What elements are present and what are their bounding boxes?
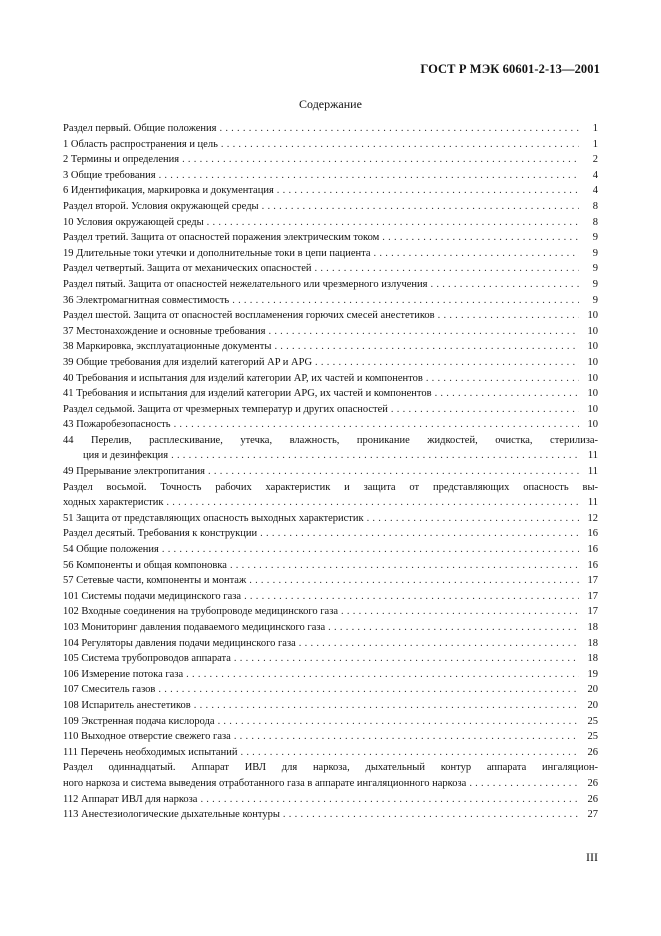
dot-leader xyxy=(208,464,579,480)
toc-entry-text: 113 Анестезиологические дыхательные контуры xyxy=(63,809,280,821)
toc-entry-page: 10 xyxy=(587,403,598,415)
toc-entry-text: 36 Электромагнитная совместимость xyxy=(63,294,230,306)
dot-leader xyxy=(328,620,579,636)
toc-entry-text: 54 Общие положения xyxy=(63,544,159,556)
dot-leader xyxy=(234,651,579,667)
toc-entry-text: ного наркоза и система выведения отработанного газа в аппарате ингаляционного наркоза xyxy=(63,777,467,789)
toc-entry-text: 44 Перелив, расплескивание, утечка, влажность, проникание жидкостей, очистка, стерилиза- xyxy=(63,434,598,446)
toc-entry-page: 25 xyxy=(587,715,598,727)
toc-entry xyxy=(63,152,598,168)
toc-entry xyxy=(63,199,598,215)
dot-leader xyxy=(268,324,579,340)
toc-entry-page: 1 xyxy=(592,138,598,150)
toc-section8-line2 xyxy=(63,495,598,511)
document-header: ГОСТ Р МЭК 60601-2-13—2001 xyxy=(420,62,600,76)
toc-entry-text: 112 Аппарат ИВЛ для наркоза xyxy=(63,793,198,805)
toc-entry-text: Раздел третий. Защита от опасностей поражения электрическим током xyxy=(63,232,380,244)
dot-leader xyxy=(314,261,579,277)
dot-leader xyxy=(341,604,579,620)
toc-entry-text: Раздел десятый. Требования к конструкции xyxy=(63,528,258,540)
dot-leader xyxy=(218,714,579,730)
toc-entry-page: 16 xyxy=(587,544,598,556)
dot-leader xyxy=(219,121,579,137)
toc-entry xyxy=(63,807,598,823)
toc-entry-text: Раздел первый. Общие положения xyxy=(63,123,217,134)
dot-leader xyxy=(431,277,580,293)
toc-entry-page: 27 xyxy=(587,809,598,821)
toc-entry-page: 18 xyxy=(587,637,598,649)
dot-leader xyxy=(435,386,579,402)
toc-entry-page: 8 xyxy=(592,216,598,228)
toc-entry-page: 10 xyxy=(587,310,598,322)
toc-entry-text: ция и дезинфекция xyxy=(83,450,169,462)
toc-entry xyxy=(63,417,598,433)
dot-leader xyxy=(260,526,579,542)
toc-section11-line2 xyxy=(63,776,598,792)
toc-entry-text: 37 Местонахождение и основные требования xyxy=(63,325,266,337)
dot-leader xyxy=(283,807,579,823)
toc-entry-page: 26 xyxy=(587,777,598,789)
toc-entry-text: 110 Выходное отверстие свежего газа xyxy=(63,731,231,743)
toc-entry xyxy=(63,183,598,199)
dot-leader xyxy=(234,729,579,745)
toc-entry-page: 20 xyxy=(587,684,598,696)
dot-leader xyxy=(171,448,579,464)
toc-entry-page: 25 xyxy=(587,731,598,743)
toc-entry-text: 111 Перечень необходимых испытаний xyxy=(63,746,238,758)
toc-entry-text: 38 Маркировка, эксплуатационные документы xyxy=(63,341,272,353)
toc-entry-text: 105 Система трубопроводов аппарата xyxy=(63,653,231,665)
dot-leader xyxy=(221,137,579,153)
toc-entry-page: 10 xyxy=(587,341,598,353)
toc-entry-page: 10 xyxy=(587,325,598,337)
toc-entry-page: 8 xyxy=(592,200,598,212)
dot-leader xyxy=(277,183,579,199)
toc-entry xyxy=(63,230,598,246)
toc-entry-page: 11 xyxy=(587,497,598,509)
dot-leader xyxy=(174,417,579,433)
toc-entry-page: 17 xyxy=(587,606,598,618)
toc-entry-text: Раздел одиннадцатый. Аппарат ИВЛ для наркоза, дыхательный контур аппарата ингаляцион- xyxy=(63,762,598,774)
toc-entry-text: 3 Общие требования xyxy=(63,169,156,181)
toc-title: Содержание xyxy=(299,97,362,111)
toc-entry xyxy=(63,745,598,761)
toc-entry-text: 108 Испаритель анестетиков xyxy=(63,699,191,711)
toc-entry xyxy=(63,714,598,730)
toc-entry xyxy=(63,402,598,418)
dot-leader xyxy=(159,168,579,184)
toc-entry-text: 39 Общие требования для изделий категорий AP и APG xyxy=(63,356,313,368)
toc-entry xyxy=(63,542,598,558)
toc-entry xyxy=(63,293,598,309)
dot-leader xyxy=(382,230,579,246)
toc-entry-text: Раздел второй. Условия окружающей среды xyxy=(63,200,259,212)
toc-entry-text: ходных характеристик xyxy=(63,497,164,509)
toc-entry xyxy=(63,558,598,574)
toc-entry-page: 17 xyxy=(587,590,598,602)
toc-entry xyxy=(63,604,598,620)
toc-entry xyxy=(63,371,598,387)
toc-entry-page: 4 xyxy=(592,185,598,197)
toc-entry-page: 20 xyxy=(587,699,598,711)
toc-entry-page: 10 xyxy=(587,372,598,384)
toc-entry-text: 109 Экстренная подача кислорода xyxy=(63,715,215,727)
toc-entry-text: 106 Измерение потока газа xyxy=(63,668,184,680)
toc-entry-page: 2 xyxy=(592,154,598,166)
toc-entry-text: 101 Системы подачи медицинского газа xyxy=(63,590,242,602)
toc-entry-page: 1 xyxy=(592,123,598,134)
toc-entry-page: 26 xyxy=(587,746,598,758)
toc-entry-page: 10 xyxy=(587,388,598,400)
toc-entry xyxy=(63,511,598,527)
toc-entry xyxy=(63,324,598,340)
toc-entry-page: 11 xyxy=(587,450,598,462)
toc-section11-line1 xyxy=(63,760,598,776)
table-of-contents xyxy=(63,121,598,823)
toc-entry-page: 9 xyxy=(592,232,598,244)
dot-leader xyxy=(158,682,579,698)
toc-entry-text: 41 Требования и испытания для изделий категории APG, их частей и компонентов xyxy=(63,388,432,400)
toc-entry xyxy=(63,386,598,402)
toc-entry-text: Раздел шестой. Защита от опасностей воспламенения горючих смесей анестетиков xyxy=(63,310,435,322)
toc-entry xyxy=(63,636,598,652)
dot-leader xyxy=(469,776,579,792)
toc-entry-44-line1 xyxy=(63,433,598,449)
toc-entry-49 xyxy=(63,464,598,480)
toc-entry-page: 10 xyxy=(587,419,598,431)
dot-leader xyxy=(194,698,579,714)
toc-entry-text: Раздел восьмой. Точность рабочих характеристик и защита от представляющих опасность вы- xyxy=(63,481,598,493)
dot-leader xyxy=(240,745,579,761)
toc-entry-text: 56 Компоненты и общая компоновка xyxy=(63,559,227,571)
toc-entry-page: 17 xyxy=(587,575,598,587)
toc-entry-text: 10 Условия окружающей среды xyxy=(63,216,204,228)
dot-leader xyxy=(367,511,579,527)
toc-entry-page: 9 xyxy=(592,263,598,275)
toc-entry-page: 9 xyxy=(592,247,598,259)
toc-entry-page: 10 xyxy=(587,356,598,368)
dot-leader xyxy=(162,542,579,558)
toc-entry-text: 57 Сетевые части, компоненты и монтаж xyxy=(63,575,247,587)
toc-entry-text: 103 Мониторинг давления подаваемого медицинского газа xyxy=(63,622,326,633)
toc-entry-page: 26 xyxy=(587,793,598,805)
dot-leader xyxy=(182,152,579,168)
toc-entry-text: 51 Защита от представляющих опасность выходных характеристик xyxy=(63,512,364,524)
dot-leader xyxy=(438,308,579,324)
toc-entry xyxy=(63,339,598,355)
toc-entry xyxy=(63,698,598,714)
toc-section8-line1 xyxy=(63,480,598,496)
toc-entry xyxy=(63,261,598,277)
toc-entry xyxy=(63,589,598,605)
toc-entry xyxy=(63,792,598,808)
toc-entry-text: Раздел пятый. Защита от опасностей нежелательного или чрезмерного излучения xyxy=(63,278,428,290)
dot-leader xyxy=(426,371,579,387)
toc-entry-page: 19 xyxy=(587,668,598,680)
dot-leader xyxy=(249,573,579,589)
toc-entry-text: 43 Пожаробезопасность xyxy=(63,419,171,431)
toc-entry-page: 9 xyxy=(592,278,598,290)
toc-entry xyxy=(63,667,598,683)
toc-entry-page: 16 xyxy=(587,528,598,540)
toc-entry xyxy=(63,215,598,231)
dot-leader xyxy=(374,246,579,262)
toc-entry xyxy=(63,682,598,698)
toc-entry xyxy=(63,573,598,589)
toc-entry xyxy=(63,526,598,542)
toc-entry xyxy=(63,246,598,262)
toc-entry xyxy=(63,729,598,745)
dot-leader xyxy=(391,402,579,418)
toc-entry xyxy=(63,137,598,153)
toc-entry xyxy=(63,121,598,137)
toc-entry-text: 107 Смеситель газов xyxy=(63,684,156,696)
toc-entry-page: 12 xyxy=(587,512,598,524)
dot-leader xyxy=(186,667,579,683)
toc-entry xyxy=(63,277,598,293)
dot-leader xyxy=(230,558,579,574)
toc-entry-text: Раздел четвертый. Защита от механических опасностей xyxy=(63,263,312,275)
page-number: III xyxy=(586,850,598,864)
toc-entry xyxy=(63,651,598,667)
dot-leader xyxy=(207,215,579,231)
toc-entry-text: 1 Область распространения и цель xyxy=(63,138,218,150)
toc-entry-page: 11 xyxy=(587,466,598,478)
toc-entry-page: 16 xyxy=(587,559,598,571)
dot-leader xyxy=(200,792,579,808)
dot-leader xyxy=(299,636,579,652)
dot-leader xyxy=(274,339,579,355)
toc-entry-page: 4 xyxy=(592,169,598,181)
toc-entry-text: 102 Входные соединения на трубопроводе медицинского газа xyxy=(63,606,339,618)
toc-entry-44-line2 xyxy=(63,448,598,464)
toc-entry-text: 40 Требования и испытания для изделий категории AP, их частей и компонентов xyxy=(63,372,423,384)
dot-leader xyxy=(244,589,579,605)
toc-entry-text: 19 Длительные токи утечки и дополнительные токи в цепи пациента xyxy=(63,247,371,259)
dot-leader xyxy=(262,199,579,215)
toc-entry xyxy=(63,308,598,324)
toc-entry-text: 2 Термины и определения xyxy=(63,154,180,166)
toc-entry xyxy=(63,620,598,636)
dot-leader xyxy=(166,495,579,511)
dot-leader xyxy=(232,293,579,309)
toc-entry-text: 49 Прерывание электропитания xyxy=(63,466,206,478)
toc-entry-page: 18 xyxy=(587,653,598,665)
toc-entry-text: Раздел седьмой. Защита от чрезмерных температур и других опасностей xyxy=(63,403,388,415)
toc-entry-text: 104 Регуляторы давления подачи медицинского газа xyxy=(63,637,296,649)
dot-leader xyxy=(315,355,579,371)
toc-entry-page: 18 xyxy=(587,622,598,633)
toc-entry xyxy=(63,355,598,371)
toc-entry-text: 6 Идентификация, маркировка и документация xyxy=(63,185,274,197)
toc-entry xyxy=(63,168,598,184)
toc-entry-page: 9 xyxy=(592,294,598,306)
